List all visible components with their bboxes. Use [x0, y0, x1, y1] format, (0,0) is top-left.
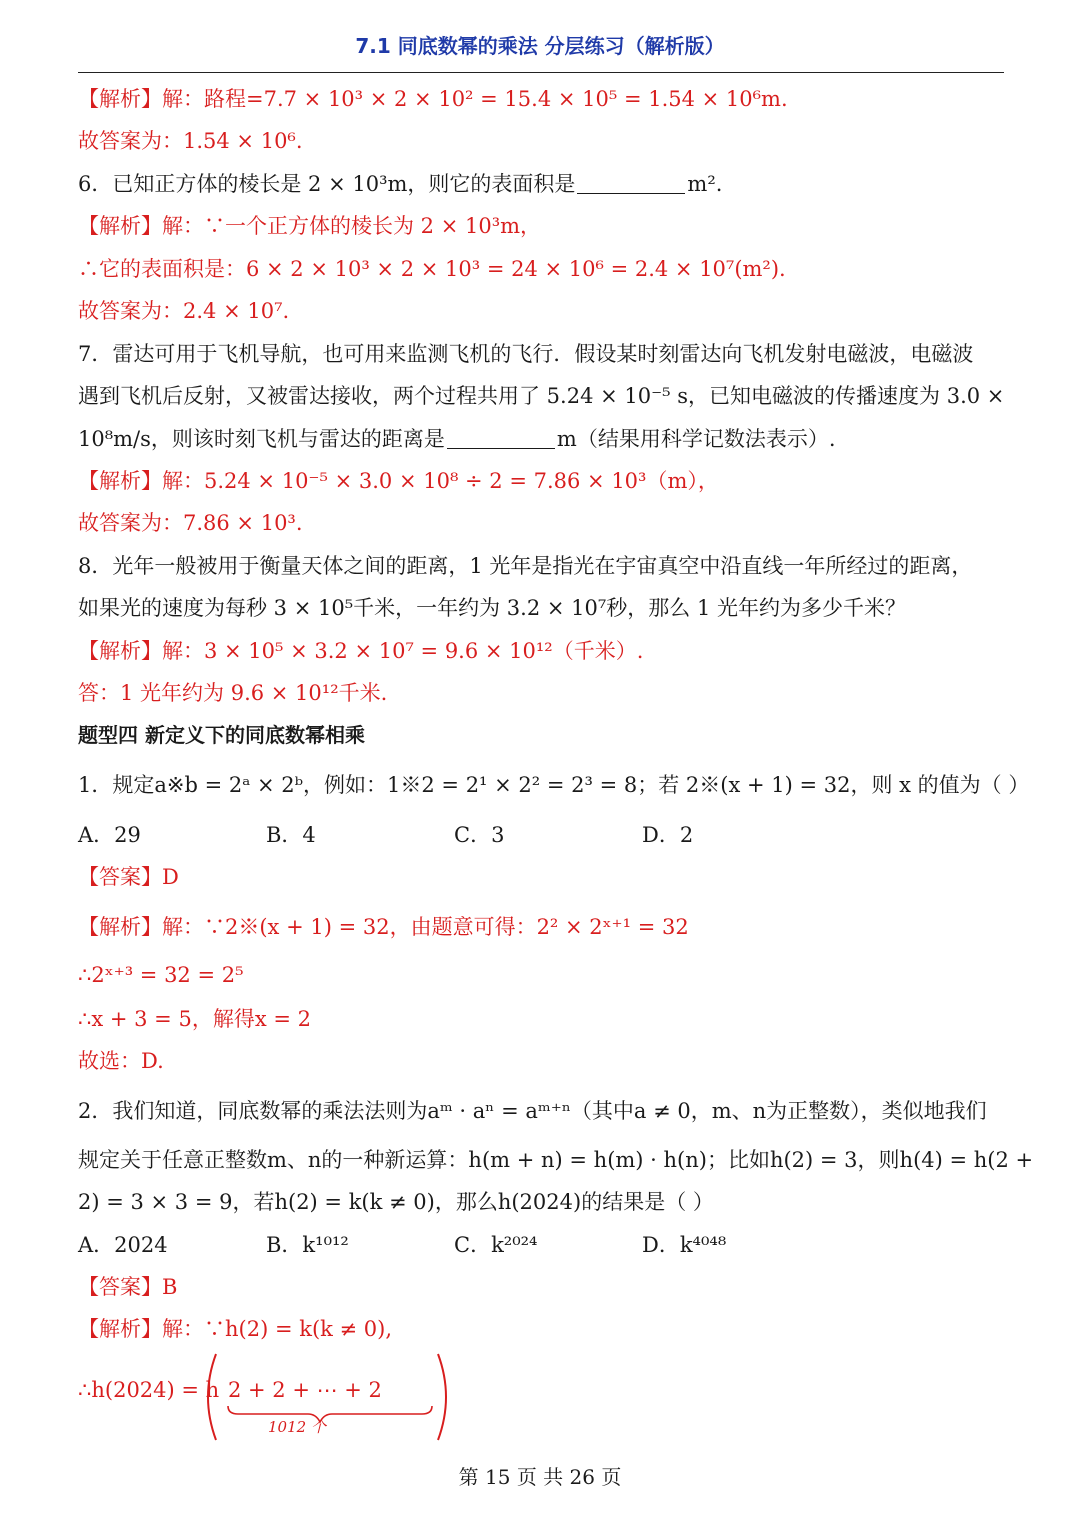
option-a: A．29: [78, 823, 141, 847]
solution-line: ∴它的表面积是：6 × 2 × 10³ × 2 × 10³ = 24 × 10⁶ = 2.4 × 10⁷(m²).: [78, 257, 786, 281]
problem-2-line-3: 2) = 3 × 3 = 9，若h(2) = k(k ≠ 0)，那么h(2024)的结果是（ ）: [78, 1190, 714, 1214]
option-d: D．k⁴⁰⁴⁸: [642, 1233, 727, 1257]
question-8-line-2: 如果光的速度为每秒 3 × 10⁵千米，一年约为 3.2 × 10⁷秒，那么 1 光年约为多少千米？: [78, 596, 906, 620]
expression-lhs: ∴h(2024) = h: [78, 1378, 220, 1402]
question-7-text: 10⁸m/s，则该时刻飞机与雷达的距离是: [78, 427, 445, 451]
question-7-tail: m（结果用科学记数法表示）.: [556, 427, 836, 451]
problem-1: 1．规定a※b = 2ᵃ × 2ᵇ，例如：1※2 = 2¹ × 2² = 2³ = 8；若 2※(x + 1) = 32，则 x 的值为（ ）: [78, 773, 1030, 797]
solution-line: 【解析】解：∵一个正方体的棱长为 2 × 10³m，: [78, 214, 542, 238]
option-c: C．3: [454, 823, 505, 847]
solution-line: ∴x + 3 = 5，解得x = 2: [78, 1007, 311, 1031]
underbrace-expression: [78, 1350, 478, 1445]
solution-line: 【解析】解：∵h(2) = k(k ≠ 0),: [78, 1317, 393, 1341]
option-d: D．2: [642, 823, 694, 847]
page-header-title: 7.1 同底数幂的乘法 分层练习（解析版）: [355, 34, 725, 58]
fill-blank: [577, 171, 685, 194]
question-8-line-1: 8．光年一般被用于衡量天体之间的距离，1 光年是指光在宇宙真空中沿直线一年所经过的距离，: [78, 554, 973, 578]
answer-line: 故选：D.: [78, 1049, 164, 1073]
option-b: B．4: [266, 823, 316, 847]
solution-line: 【解析】解：5.24 × 10⁻⁵ × 3.0 × 10⁸ ÷ 2 = 7.86 × 10³（m），: [78, 469, 719, 493]
option-a: A．2024: [78, 1233, 168, 1257]
question-7-line-3: [78, 424, 1004, 454]
answer-line: 故答案为：1.54 × 10⁶.: [78, 129, 303, 153]
answer-label: 【答案】B: [78, 1275, 178, 1299]
expression-sum: 2 + 2 + ⋯ + 2: [228, 1378, 382, 1402]
fill-blank: [447, 426, 555, 449]
solution-line: ∴2ˣ⁺³ = 32 = 2⁵: [78, 963, 244, 987]
answer-line: 答：1 光年约为 9.6 × 10¹²千米.: [78, 681, 388, 705]
solution-line: 【解析】解：路程=7.7 × 10³ × 2 × 10² = 15.4 × 10⁵ = 1.54 × 10⁶m.: [78, 87, 788, 111]
answer-label: 【答案】D: [78, 865, 179, 889]
question-7-line-2: 遇到飞机后反射，又被雷达接收，两个过程共用了 5.24 × 10⁻⁵ s，已知电磁波的传播速度为 3.0 ×: [78, 384, 1005, 408]
problem-2-line-2: 规定关于任意正整数m、n的一种新运算：h(m + n) = h(m) · h(n)；比如h(2) = 3，则h(4) = h(2 +: [78, 1148, 1034, 1172]
expression-count: 1012 个: [268, 1418, 326, 1436]
option-b: B．k¹⁰¹²: [266, 1233, 349, 1257]
header-divider: [78, 72, 1004, 73]
page-footer: 第 15 页 共 26 页: [458, 1465, 622, 1489]
answer-line: 故答案为：2.4 × 10⁷.: [78, 299, 290, 323]
answer-line: 故答案为：7.86 × 10³.: [78, 511, 303, 535]
solution-line: 【解析】解：3 × 10⁵ × 3.2 × 10⁷ = 9.6 × 10¹²（千米）.: [78, 639, 644, 663]
solution-line: 【解析】解：∵2※(x + 1) = 32，由题意可得：2² × 2ˣ⁺¹ = 32: [78, 915, 689, 939]
question-6: [78, 169, 1004, 199]
question-7-line-1: 7．雷达可用于飞机导航，也可用来监测飞机的飞行．假设某时刻雷达向飞机发射电磁波，电磁波: [78, 342, 974, 366]
problem-2-line-1: 2．我们知道，同底数幂的乘法法则为aᵐ · aⁿ = aᵐ⁺ⁿ（其中a ≠ 0，m、n为正整数），类似地我们: [78, 1099, 987, 1123]
section-heading: 题型四 新定义下的同底数幂相乘: [78, 723, 365, 747]
option-c: C．k²⁰²⁴: [454, 1233, 538, 1257]
question-6-text: 6．已知正方体的棱长是 2 × 10³m，则它的表面积是: [78, 172, 576, 196]
question-6-unit: m².: [687, 172, 723, 196]
